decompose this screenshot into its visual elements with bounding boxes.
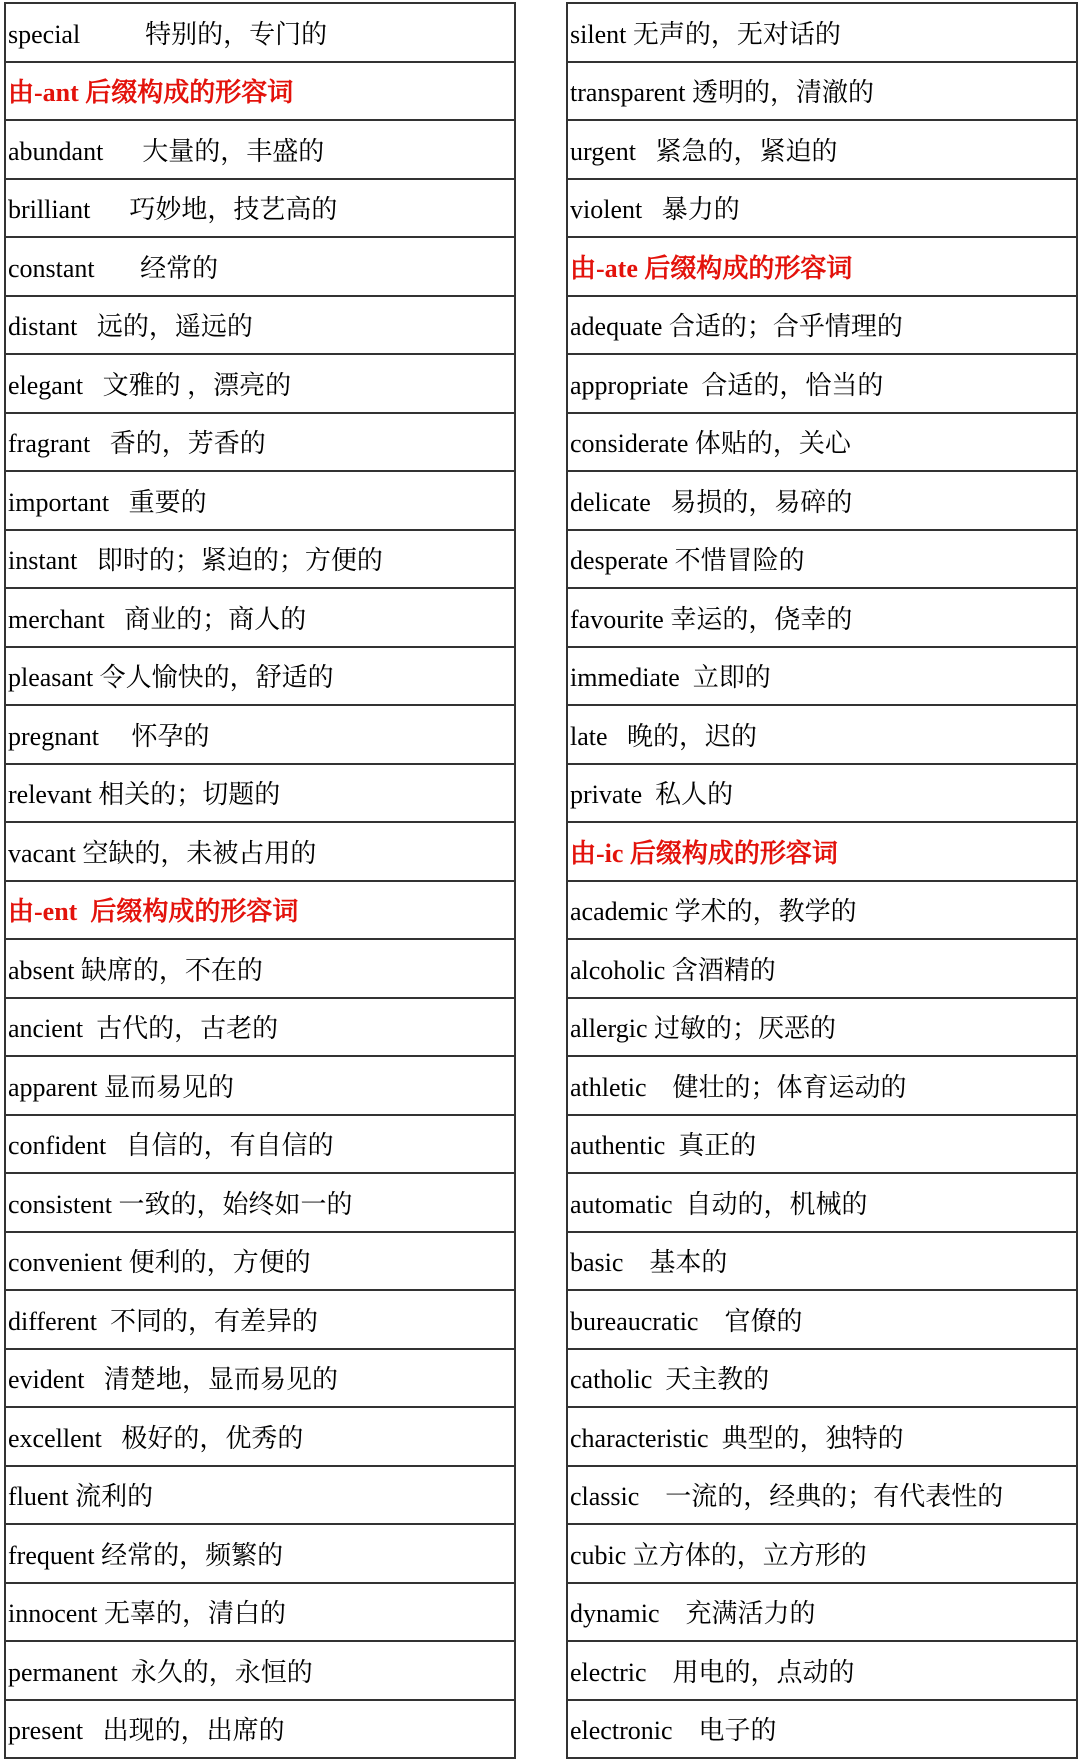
vocabulary-row: bureaucratic 官僚的: [568, 1291, 1076, 1350]
vocabulary-row: alcoholic 含酒精的: [568, 940, 1076, 999]
vocabulary-row: fluent 流利的: [6, 1467, 514, 1526]
vocabulary-row: dynamic 充满活力的: [568, 1584, 1076, 1643]
vocabulary-row: cubic 立方体的，立方形的: [568, 1525, 1076, 1584]
vocabulary-row: delicate 易损的，易碎的: [568, 472, 1076, 531]
vocabulary-row: excellent 极好的，优秀的: [6, 1408, 514, 1467]
vocabulary-row: confident 自信的，有自信的: [6, 1116, 514, 1175]
vocabulary-row: violent 暴力的: [568, 180, 1076, 239]
right-vocabulary-column: [566, 2, 1078, 1759]
vocabulary-row: favourite 幸运的，侥幸的: [568, 589, 1076, 648]
vocabulary-row: special 特别的，专门的: [6, 4, 514, 63]
vocabulary-row: innocent 无辜的，清白的: [6, 1584, 514, 1643]
vocabulary-row: electric 用电的，点动的: [568, 1642, 1076, 1701]
vocabulary-row: evident 清楚地，显而易见的: [6, 1350, 514, 1409]
vocabulary-row: consistent 一致的，始终如一的: [6, 1174, 514, 1233]
vocabulary-row: late 晚的，迟的: [568, 706, 1076, 765]
vocabulary-row: desperate 不惜冒险的: [568, 531, 1076, 590]
vocabulary-row: ancient 古代的，古老的: [6, 999, 514, 1058]
left-vocabulary-column: [4, 2, 516, 1759]
vocabulary-row: pregnant 怀孕的: [6, 706, 514, 765]
section-heading: 由-ate 后缀构成的形容词: [568, 238, 1076, 297]
vocabulary-row: vacant 空缺的，未被占用的: [6, 823, 514, 882]
vocabulary-row: classic 一流的，经典的；有代表性的: [568, 1467, 1076, 1526]
vocabulary-row: basic 基本的: [568, 1233, 1076, 1292]
vocabulary-row: private 私人的: [568, 765, 1076, 824]
vocabulary-row: automatic 自动的，机械的: [568, 1174, 1076, 1233]
vocabulary-row: permanent 永久的，永恒的: [6, 1642, 514, 1701]
vocabulary-row: constant 经常的: [6, 238, 514, 297]
vocabulary-row: silent 无声的，无对话的: [568, 4, 1076, 63]
vocabulary-row: considerate 体贴的，关心: [568, 414, 1076, 473]
section-heading: 由-ent 后缀构成的形容词: [6, 882, 514, 941]
vocabulary-row: academic 学术的，教学的: [568, 882, 1076, 941]
vocabulary-row: authentic 真正的: [568, 1116, 1076, 1175]
vocabulary-row: catholic 天主教的: [568, 1350, 1076, 1409]
vocabulary-row: urgent 紧急的，紧迫的: [568, 121, 1076, 180]
section-heading: 由-ant 后缀构成的形容词: [6, 63, 514, 122]
section-heading: 由-ic 后缀构成的形容词: [568, 823, 1076, 882]
vocabulary-row: merchant 商业的；商人的: [6, 589, 514, 648]
vocabulary-row: electronic 电子的: [568, 1701, 1076, 1760]
vocabulary-row: transparent 透明的，清澈的: [568, 63, 1076, 122]
vocabulary-row: distant 远的，遥远的: [6, 297, 514, 356]
vocabulary-row: present 出现的，出席的: [6, 1701, 514, 1760]
vocabulary-row: instant 即时的；紧迫的；方便的: [6, 531, 514, 590]
vocabulary-row: athletic 健壮的；体育运动的: [568, 1057, 1076, 1116]
vocabulary-row: abundant 大量的，丰盛的: [6, 121, 514, 180]
vocabulary-row: convenient 便利的，方便的: [6, 1233, 514, 1292]
vocabulary-row: elegant 文雅的 ，漂亮的: [6, 355, 514, 414]
vocabulary-row: apparent 显而易见的: [6, 1057, 514, 1116]
vocabulary-row: pleasant 令人愉快的，舒适的: [6, 648, 514, 707]
vocabulary-row: brilliant 巧妙地，技艺高的: [6, 180, 514, 239]
vocabulary-row: characteristic 典型的，独特的: [568, 1408, 1076, 1467]
vocabulary-row: different 不同的，有差异的: [6, 1291, 514, 1350]
vocabulary-row: appropriate 合适的，恰当的: [568, 355, 1076, 414]
vocabulary-row: immediate 立即的: [568, 648, 1076, 707]
vocabulary-row: relevant 相关的；切题的: [6, 765, 514, 824]
vocabulary-row: adequate 合适的；合乎情理的: [568, 297, 1076, 356]
vocabulary-row: allergic 过敏的；厌恶的: [568, 999, 1076, 1058]
vocabulary-row: absent 缺席的，不在的: [6, 940, 514, 999]
vocabulary-row: frequent 经常的，频繁的: [6, 1525, 514, 1584]
vocabulary-row: important 重要的: [6, 472, 514, 531]
vocabulary-row: fragrant 香的，芳香的: [6, 414, 514, 473]
